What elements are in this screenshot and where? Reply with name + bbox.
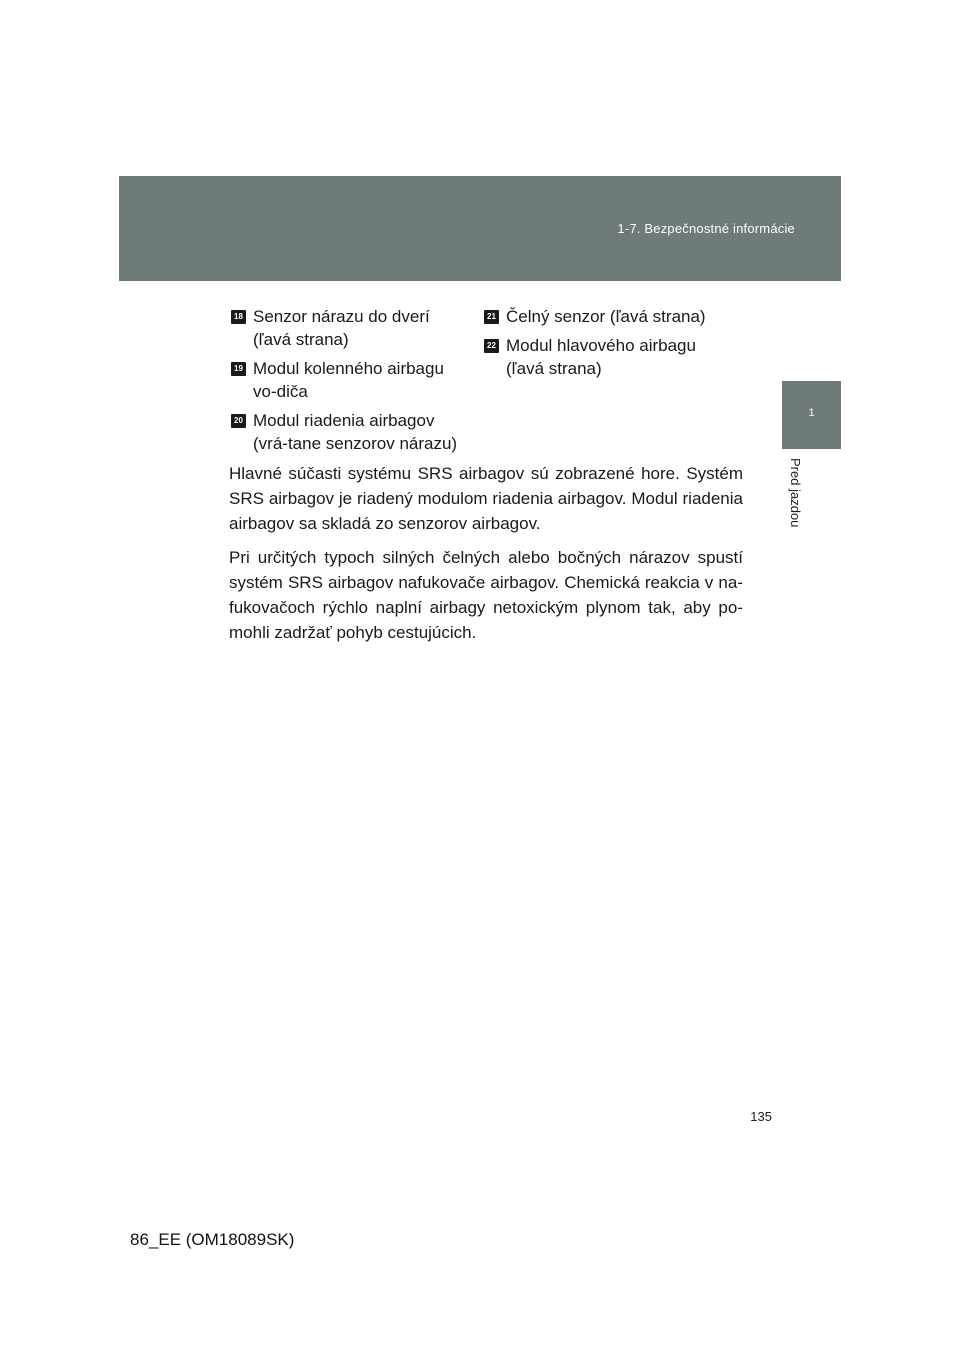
legend-item-text: Modul riadenia airbagov (vrá-tane senzorov nárazu) — [253, 411, 458, 453]
legend-right-column — [484, 305, 724, 386]
legend-item-text: Modul kolenného airbagu vo-diča — [253, 359, 444, 401]
document-code: 86_EE (OM18089SK) — [130, 1230, 295, 1249]
body-paragraph: Pri určitých typoch silných čelných alebo bočných nárazov spustí systém SRS airbagov nafukovače airbagov. Chemická reakcia v na-fukovačoch rýchlo naplní airbagy netoxickým plynom tak, aby po-mohli zadržať pohyb cestujúcich. — [229, 548, 743, 642]
body-text — [229, 461, 743, 654]
number-badge-icon: 22 — [484, 339, 499, 353]
header-band — [119, 176, 841, 281]
number-badge-icon: 21 — [484, 310, 499, 324]
number-badge-icon: 20 — [231, 414, 246, 428]
chapter-tab — [782, 381, 841, 449]
section-title: 1-7. Bezpečnostné informácie — [617, 221, 795, 236]
chapter-label-container — [786, 458, 806, 538]
legend-item — [231, 409, 471, 455]
page-number: 135 — [750, 1109, 772, 1124]
legend-item — [231, 357, 471, 403]
legend-item — [484, 305, 724, 328]
chapter-label: Pred jazdou — [788, 458, 803, 528]
legend-item-text: Modul hlavového airbagu (ľavá strana) — [506, 336, 696, 378]
chapter-number: 1 — [808, 407, 815, 419]
legend-item-text: Senzor nárazu do dverí (ľavá strana) — [253, 307, 430, 349]
number-badge-icon: 19 — [231, 362, 246, 376]
body-paragraph: Hlavné súčasti systému SRS airbagov sú zobrazené hore. Systém SRS airbagov je riadený modulom riadenia airbagov. Modul riadenia airbagov sa skladá zo senzorov airbagov. — [229, 464, 743, 533]
legend-item-text: Čelný senzor (ľavá strana) — [506, 307, 706, 326]
legend-item — [484, 334, 724, 380]
legend-left-column — [231, 305, 471, 461]
number-badge-icon: 18 — [231, 310, 246, 324]
legend-item — [231, 305, 471, 351]
